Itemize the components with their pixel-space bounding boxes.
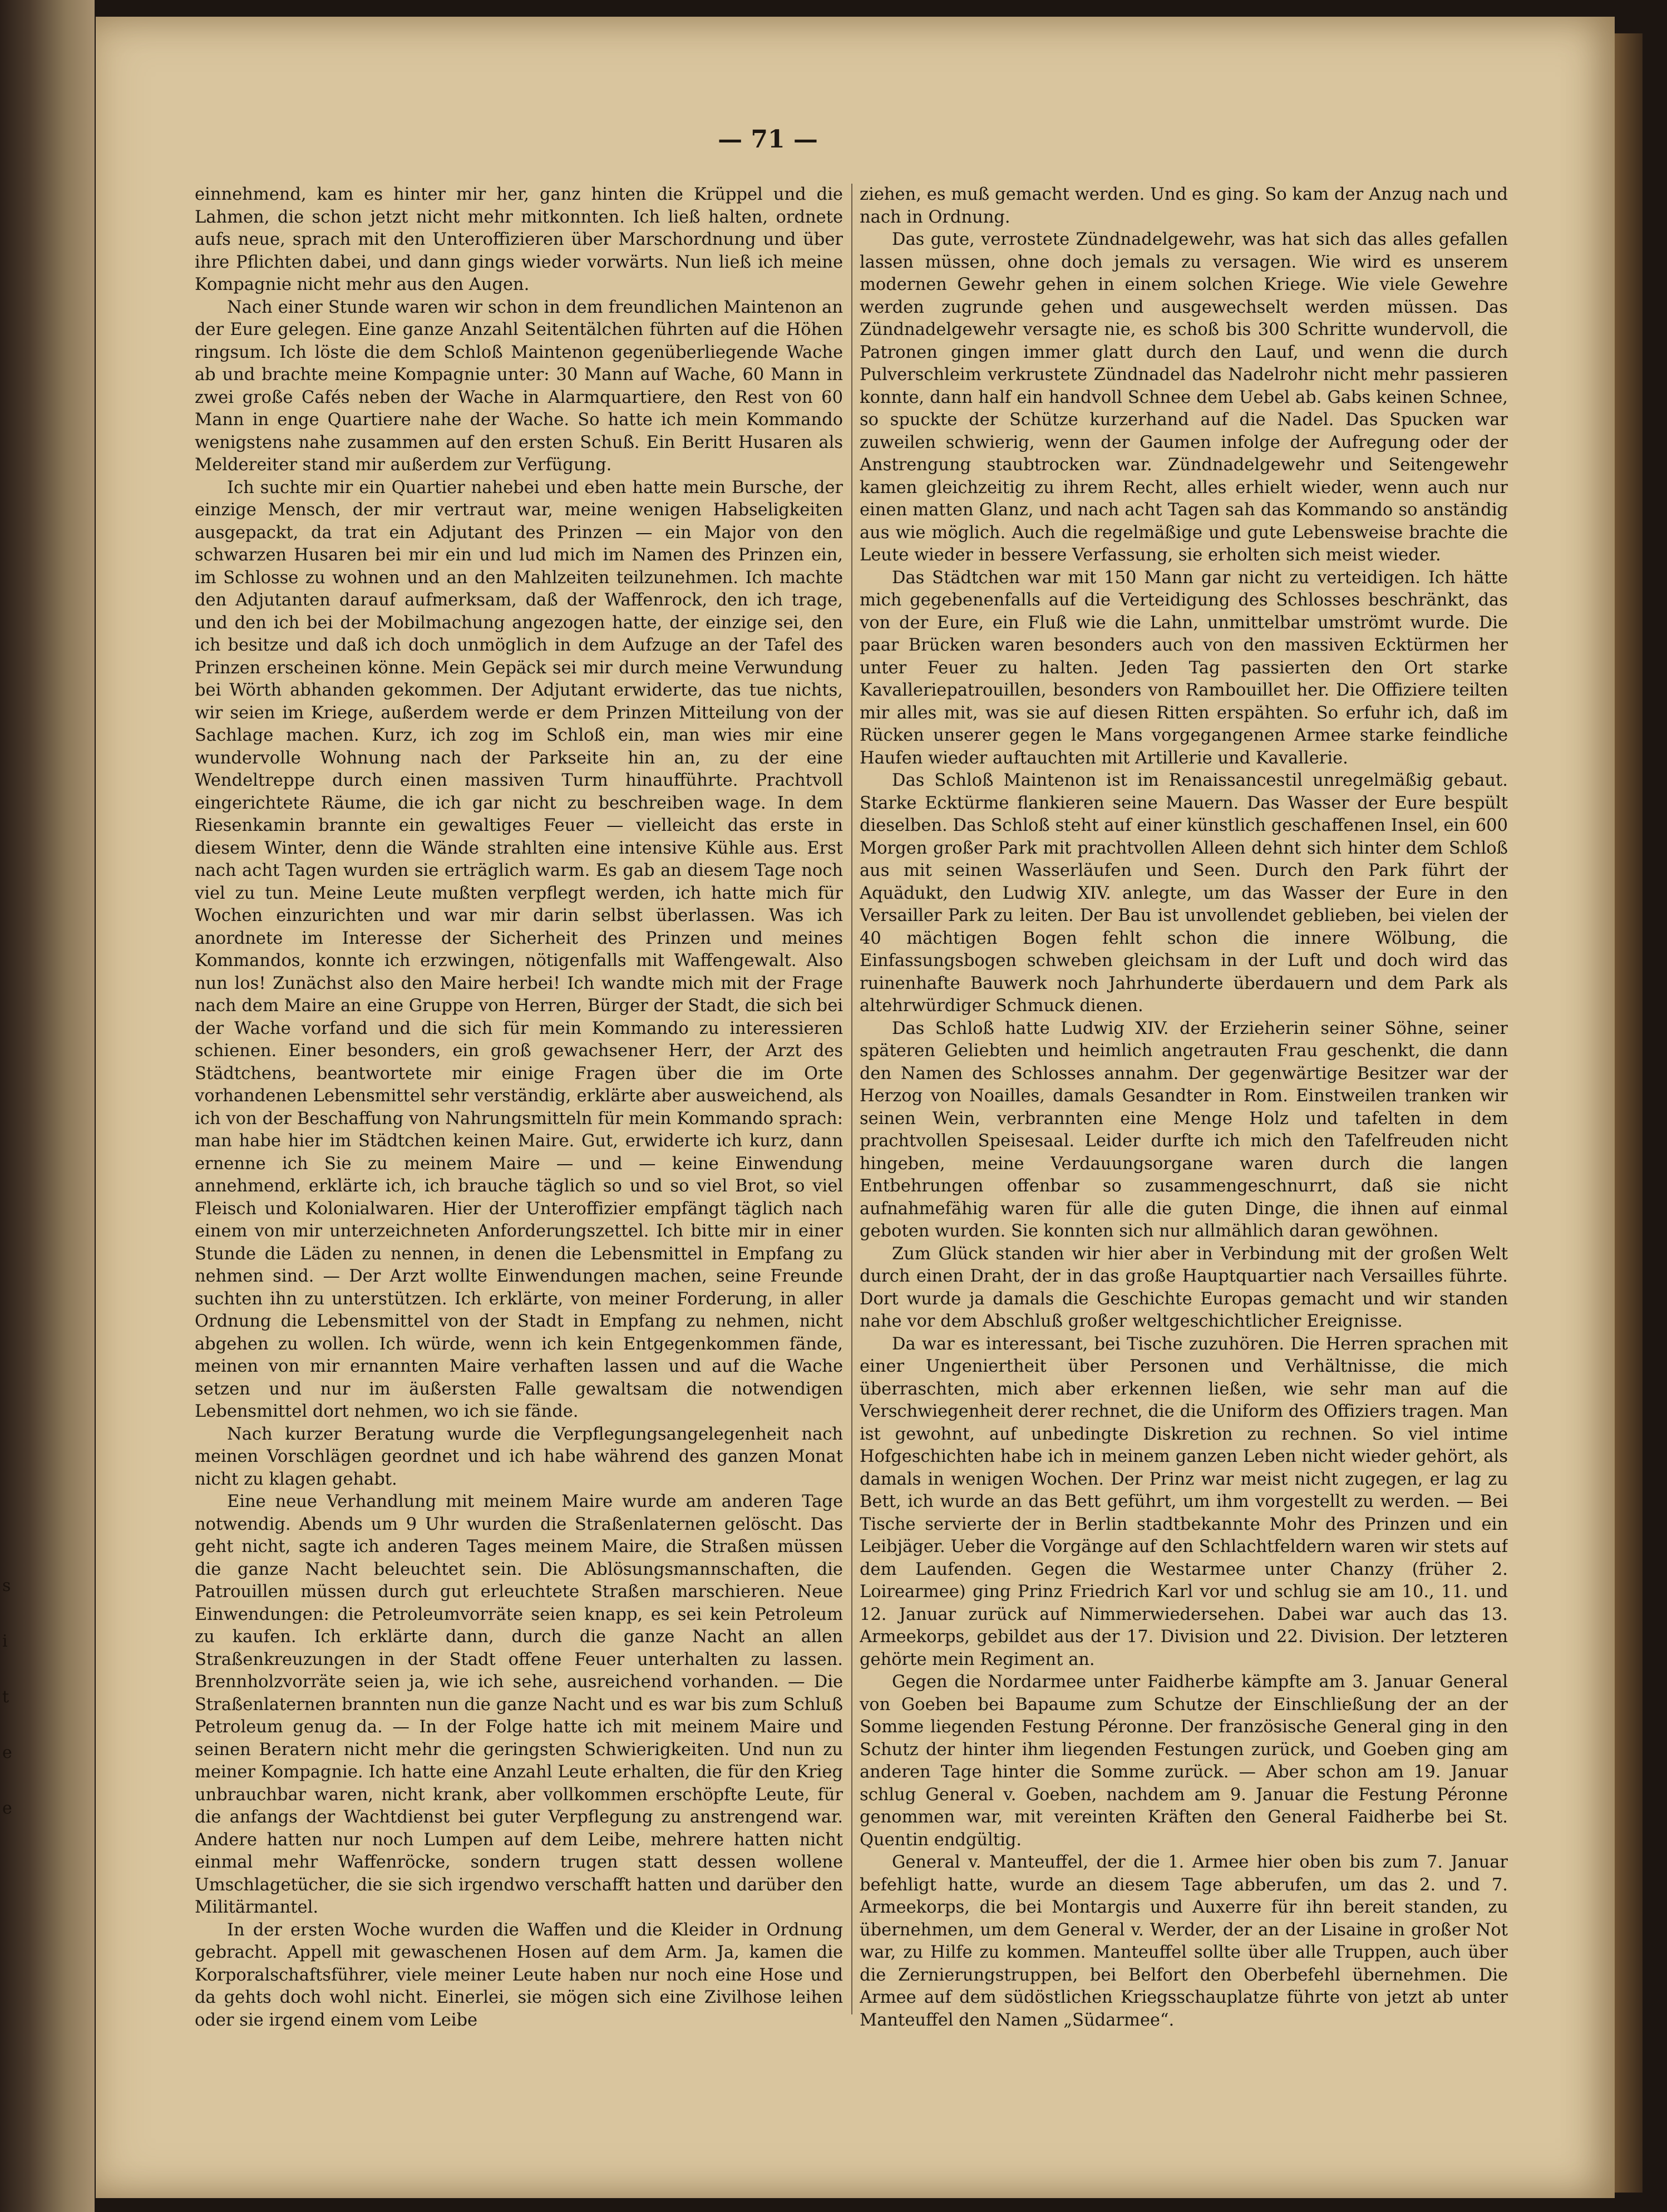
paragraph: ziehen, es muß gemacht werden. Und es ging. So kam der Anzug nach und nach in Ordnung. [860,185,1508,227]
paragraph: Gegen die Nordarmee unter Faidherbe kämpfte am 3. Januar General von Goeben bei Bapaume zum Schutze der Einschließung der an der Somme liegenden Festung Péronne. Der französische General ging in den Schutz der hinter ihm liegenden Festungen zurück, und Goeben ging am anderen Tage hinter die Somme zurück. — Aber schon am 19. Januar schlug General v. Goeben, nachdem am 9. Januar die Festung Péronne genommen war, mit vereinten Kräften den General Faidherbe bei St. Quentin endgültig. [860,1672,1508,1850]
paragraph: Das Schloß Maintenon ist im Renaissancestil unregelmäßig gebaut. Starke Ecktürme flankieren seine Mauern. Das Wasser der Eure bespült dieselben. Das Schloß steht auf einer künstlich geschaffenen Insel, ein 600 Morgen großer Park mit prachtvollen Alleen dehnt sich hinter dem Schloß aus mit seinen Wasserläufen und Seen. Durch den Park führt der Aquädukt, den Ludwig XIV. anlegte, um das Wasser der Eure in den Versailler Park zu leiten. Der Bau ist unvollendet geblieben, bei vielen der 40 mächtigen Bogen fehlt schon die innere Wölbung, die Einfassungsbogen schweben gleichsam in der Luft und doch wird das ruinenhafte Bauwerk noch Jahrhunderte überdauern und dem Park als altehrwürdiger Schmuck dienen. [860,771,1508,1016]
book-gutter [0,0,95,2212]
page-number: — 71 — [718,125,818,154]
paragraph: einnehmend, kam es hinter mir her, ganz hinten die Krüppel und die Lahmen, die schon jetzt nicht mehr mitkonnten. Ich ließ halten, ordnete aufs neue, sprach mit den Unteroffizieren über Marschordnung und über ihre Pflichten dabei, und dann gings wieder vorwärts. Nun ließ ich meine Kompagnie nicht mehr aus den Augen. [195,185,843,294]
margin-letter: i [2,1632,8,1651]
paragraph: Zum Glück standen wir hier aber in Verbindung mit der großen Welt durch einen Draht, der in das große Hauptquartier nach Versailles führte. Dort wurde ja damals die Geschichte Europas gemacht und wir standen nahe vor dem Abschluß großer weltgeschichtlicher Ereignisse. [860,1244,1508,1331]
margin-letter: t [2,1687,9,1707]
margin-letter: e [2,1799,12,1818]
paragraph: Nach einer Stunde waren wir schon in dem freundlichen Maintenon an der Eure gelegen. Eine ganze Anzahl Seitentälchen führten auf die Höhen ringsum. Ich löste die dem Schloß Maintenon gegenüberliegende Wache ab und brachte meine Kompagnie unter: 30 Mann auf Wache, 60 Mann in zwei große Cafés neben der Wache in Alarmquartiere, den Rest von 60 Mann in enge Quartiere nahe der Wache. So hatte ich mein Kommando wenigstens nahe zusammen auf den ersten Schuß. Ein Beritt Husaren als Meldereiter stand mir außerdem zur Verfügung. [195,297,843,475]
left-text-column [195,184,843,2087]
paragraph: General v. Manteuffel, der die 1. Armee hier oben bis zum 7. Januar befehligt hatte, wurde an diesem Tage abberufen, um das 2. und 7. Armeekorps, die bei Montargis und Auxerre für ihn bereit standen, zu übernehmen, um dem General v. Werder, der an der Lisaine in großer Not war, zu Hilfe zu kommen. Manteuffel sollte über alle Truppen, auch über die Zernierungstruppen, bei Belfort den Oberbefehl übernehmen. Die Armee auf dem südöstlichen Kriegsschauplatze führte von jetzt ab unter Manteuffel den Namen „Südarmee“. [860,1853,1508,2030]
margin-letter: s [2,1576,11,1595]
page-edge [1615,33,1643,2193]
column-divider [851,184,852,2014]
paragraph: Das gute, verrostete Zündnadelgewehr, was hat sich das alles gefallen lassen müssen, ohne doch jemals zu versagen. Wie wird es unserem modernen Gewehr gehen in einem solchen Kriege. Wie viele Gewehre werden zugrunde gehen und ausgewechselt werden müssen. Das Zündnadelgewehr versagte nie, es schoß bis 300 Schritte wundervoll, die Patronen gingen immer glatt durch den Lauf, und wenn die durch Pulverschleim verkrustete Zündnadel das Nadelrohr nicht mehr passieren konnte, dann half ein handvoll Schnee dem Uebel ab. Gabs keinen Schnee, so spuckte der Schütze kurzerhand auf die Nadel. Das Spucken war zuweilen schwierig, wenn der Gaumen infolge der Aufregung oder der Anstrengung staubtrocken war. Zündnadelgewehr und Seitengewehr kamen gleichzeitig zu ihrem Recht, alles erhielt wieder, wenn auch nur einen matten Glanz, und nach acht Tagen sah das Kommando so anständig aus wie möglich. Auch die regelmäßige und gute Lebensweise brachte die Leute wieder in bessere Verfassung, sie erholten sich meist wieder. [860,230,1508,565]
adjacent-page-margin-letters [2,1558,24,1836]
paragraph: Eine neue Verhandlung mit meinem Maire wurde am anderen Tage notwendig. Abends um 9 Uhr wurden die Straßenlaternen gelöscht. Das geht nicht, sagte ich anderen Tages meinem Maire, die Straßen müssen die ganze Nacht beleuchtet sein. Die Ablösungsmannschaften, die Patrouillen müssen durch gut erleuchtete Straßen marschieren. Neue Einwendungen: die Petroleumvorräte seien knapp, es sei kein Petroleum zu kaufen. Ich erklärte dann, durch die ganze Nacht an allen Straßenkreuzungen in der Stadt offene Feuer unterhalten zu lassen. Brennholzvorräte seien ja, wie ich sehe, ausreichend vorhanden. — Die Straßenlaternen brannten nun die ganze Nacht und es war bis zum Schluß Petroleum genug da. — In der Folge hatte ich mit meinem Maire und seinen Beratern nicht mehr die geringsten Schwierigkeiten. Und nun zu meiner Kompagnie. Ich hatte eine Anzahl Leute erhalten, die für den Krieg unbrauchbar waren, nicht krank, aber vollkommen erschöpfte Leute, für die anfangs der Wachtdienst bei guter Verpflegung zu anstrengend war. Andere hatten nur noch Lumpen auf dem Leibe, mehrere hatten nicht einmal mehr Waffenröcke, sondern trugen statt dessen wollene Umschlagetücher, die sie sich irgendwo verschafft hatten und darüber den Militärmantel. [195,1492,843,1917]
paragraph: Das Städtchen war mit 150 Mann gar nicht zu verteidigen. Ich hätte mich gegebenenfalls auf die Verteidigung des Schlosses beschränkt, das von der Eure, ein Fluß wie die Lahn, unmittelbar umströmt wurde. Die paar Brücken waren besonders auch von den massiven Ecktürmen her unter Feuer zu halten. Jeden Tag passierten den Ort starke Kavalleriepatrouillen, besonders von Rambouillet her. Die Offiziere teilten mir alles mit, was sie auf diesen Ritten erspähten. So erfuhr ich, daß im Rücken unserer gegen le Mans vorgegangenen Armee starke feindliche Haufen wieder auftauchten mit Artillerie und Kavallerie. [860,568,1508,768]
paragraph: In der ersten Woche wurden die Waffen und die Kleider in Ordnung gebracht. Appell mit gewaschenen Hosen auf dem Arm. Ja, kamen die Korporalschaftsführer, viele meiner Leute haben nur noch eine Hose und da gehts doch wohl nicht. Einerlei, sie mögen sich eine Zivilhose leihen oder sie irgend einem vom Leibe [195,1920,843,2030]
paragraph: Da war es interessant, bei Tische zuzuhören. Die Herren sprachen mit einer Ungeniertheit über Personen und Verhältnisse, die mich überraschten, mich aber erkennen ließen, wie sehr man auf die Verschwiegenheit derer rechnet, die die Uniform des Offiziers tragen. Man ist gewohnt, auf unbedingte Diskretion zu rechnen. So viel intime Hofgeschichten habe ich in meinem ganzen Leben nicht wieder gehört, als damals in wenigen Wochen. Der Prinz war meist nicht zugegen, er lag zu Bett, ich wurde an das Bett geführt, um ihm vorgestellt zu werden. — Bei Tische servierte der in Berlin stadtbekannte Mohr des Prinzen und ein Leibjäger. Ueber die Vorgänge auf den Schlachtfeldern waren wir stets auf dem Laufenden. Gegen die Westarmee unter Chanzy (früher 2. Loirearmee) ging Prinz Friedrich Karl vor und schlug sie am 10., 11. und 12. Januar zurück auf Nimmerwiedersehen. Dabei war auch das 13. Armeekorps, gebildet aus der 17. Division und 22. Division. Der letzteren gehörte mein Regiment an. [860,1334,1508,1669]
paragraph: Ich suchte mir ein Quartier nahebei und eben hatte mein Bursche, der einzige Mensch, der mir vertraut war, meine wenigen Habseligkeiten ausgepackt, da trat ein Adjutant des Prinzen — ein Major von den schwarzen Husaren bei mir ein und lud mich im Namen des Prinzen ein, im Schlosse zu wohnen und an den Mahlzeiten teilzunehmen. Ich machte den Adjutanten darauf aufmerksam, daß der Waffenrock, den ich trage, und den ich bei der Mobilmachung angezogen hatte, der einzige sei, den ich besitze und daß ich doch unmöglich in dem Aufzuge an der Tafel des Prinzen erscheinen könne. Mein Gepäck sei mir durch meine Verwundung bei Wörth abhanden gekommen. Der Adjutant erwiderte, das tue nichts, wir seien im Kriege, außerdem werde er dem Prinzen Mitteilung von der Sachlage machen. Kurz, ich zog im Schloß ein, man wies mir eine wundervolle Wohnung nach der Parkseite hin an, zu der eine Wendeltreppe durch einen massiven Turm hinaufführte. Prachtvoll eingerichtete Räume, die ich gar nicht zu beschreiben wage. In dem Riesenkamin brannte ein gewaltiges Feuer — vielleicht das erste in diesem Winter, denn die Wände strahlten eine intensive Kühle aus. Erst nach acht Tagen wurden sie erträglich warm. Es gab an diesem Tage noch viel zu tun. Meine Leute mußten verpflegt werden, ich hatte mich für Wochen einzurichten und war mir darin selbst überlassen. Was ich anordnete im Interesse der Sicherheit des Prinzen und meines Kommandos, konnte ich erzwingen, nötigenfalls mit Waffengewalt. Also nun los! Zunächst also den Maire herbei! Ich wandte mich mit der Frage nach dem Maire an eine Gruppe von Herren, Bürger der Stadt, die sich bei der Wache vorfand und die sich für mein Kommando zu interessieren schienen. Einer besonders, ein groß gewachsener Herr, der Arzt des Städtchens, beantwortete mir einige Fragen über die im Orte vorhandenen Lebensmittel sehr verständig, erklärte aber ausweichend, als ich von der Beschaffung von Nahrungsmitteln für mein Kommando sprach: man habe hier im Städtchen keinen Maire. Gut, erwiderte ich kurz, dann ernenne ich Sie zu meinem Maire — und — keine Einwendung annehmend, erklärte ich, ich brauche täglich so und so viel Brot, so viel Fleisch und Kolonialwaren. Hier der Unteroffizier empfängt täglich nach einem von mir unterzeichneten Anforderungszettel. Ich bitte mir in einer Stunde die Läden zu nennen, in denen die Lebensmittel in Empfang zu nehmen sind. — Der Arzt wollte Einwendungen machen, seine Freunde suchten ihn zu unterstützen. Ich erklärte, von meiner Forderung, in aller Ordnung die Lebensmittel von der Stadt in Empfang zu nehmen, nicht abgehen zu wollen. Ich würde, wenn ich kein Entgegenkommen fände, meinen von mir ernannten Maire verhaften lassen und auf die Wache setzen und nur im äußersten Falle gewaltsam die notwendigen Lebensmittel dort nehmen, wo ich sie fände. [195,477,843,1421]
paragraph: Nach kurzer Beratung wurde die Verpflegungsangelegenheit nach meinen Vorschlägen geordnet und ich habe während des ganzen Monat nicht zu klagen gehabt. [195,1424,843,1489]
paragraph: Das Schloß hatte Ludwig XIV. der Erzieherin seiner Söhne, seiner späteren Geliebten und heimlich angetrauten Frau geschenkt, die dann den Namen des Schlosses annahm. Der gegenwärtige Besitzer war der Herzog von Noailles, damals Gesandter in Rom. Einstweilen tranken wir seinen Wein, verbrannten eine Menge Holz und tafelten in dem prachtvollen Speisesaal. Leider durfte ich mich den Tafelfreuden nicht hingeben, meine Verdauungsorgane waren durch die langen Entbehrungen offenbar so zusammengeschnurrt, daß sie nicht aufnahmefähig waren für alle die guten Dinge, die ihnen auf einmal geboten wurden. Sie konnten sich nur allmählich daran gewöhnen. [860,1018,1508,1241]
margin-letter: e [2,1743,12,1762]
right-text-column [860,184,1508,2087]
